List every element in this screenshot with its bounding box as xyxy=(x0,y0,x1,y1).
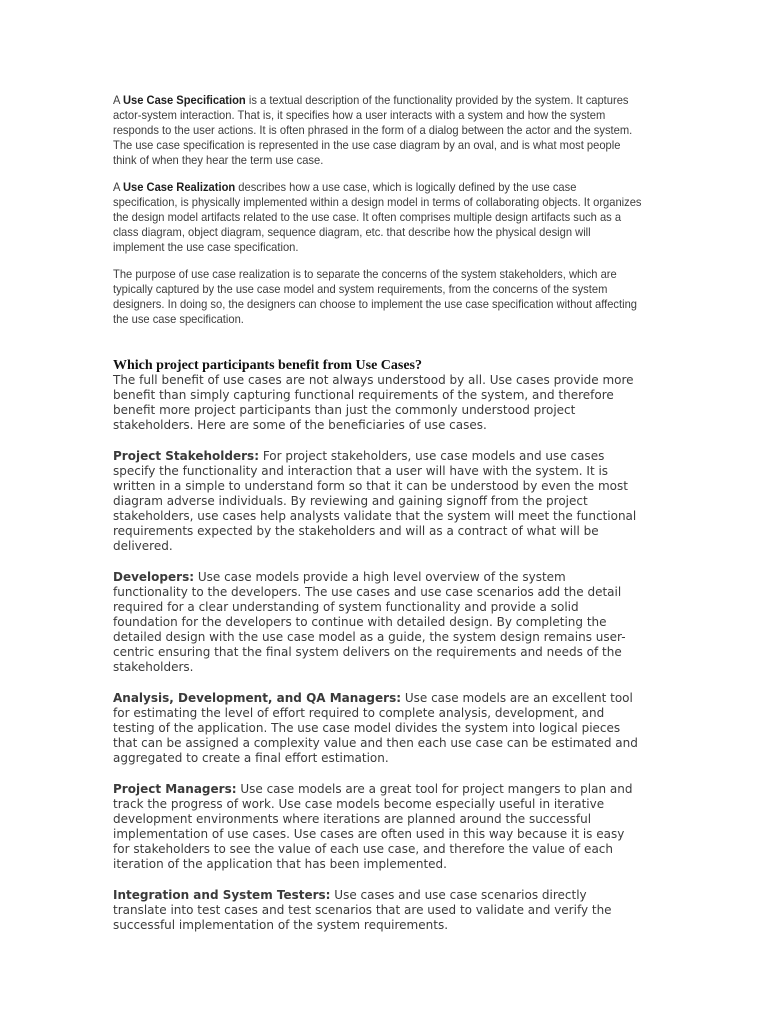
intro-block xyxy=(113,93,643,339)
p1-body: is a textual description of the functionality provided by the system. It captures actor-system interaction. That is, it specifies how a user interacts with a system and how the system responds to the user actions. It is often phrased in the form of a dialog between the actor and the system. The use case specification is represented in the use case diagram by an oval, and is what most people think of when they hear the term use case. xyxy=(113,93,633,167)
beneficiary-developers xyxy=(113,570,643,675)
realization-purpose-paragraph: The purpose of use case realization is to separate the concerns of the system stakeholders, which are typically captured by the use case model and system requirements, from the concerns of the system designers. In doing so, the designers can choose to implement the use case specification without affecting the use case specification. xyxy=(113,267,638,326)
term-use-case-realization: Use Case Realization xyxy=(122,180,236,194)
p2-body: describes how a use case, which is logically defined by the use case specification, is physically implemented within a design model in terms of collaborating objects. It organizes the design model artifacts related to the use case. It often comprises multiple design artifacts such as a class diagram, object diagram, sequence diagram, etc. that describe how the physical design will implement the use case specification. xyxy=(113,180,642,254)
section-intro-paragraph: The full benefit of use cases are not always understood by all. Use cases provide more benefit than simply capturing functional requirements of the system, and therefore benefit more project participants than just the commonly understood project stakeholders. Here are some of the beneficiaries of use cases. xyxy=(113,373,634,432)
beneficiary-project-stakeholders xyxy=(113,449,643,554)
beneficiary-testers xyxy=(113,888,643,933)
beneficiary-label: Developers: xyxy=(113,570,195,584)
beneficiary-text: Use case models are an excellent tool for estimating the level of effort required to complete analysis, development, and testing of the application. The use case model divides the system into logical pieces that can be assigned a complexity value and then each use case can be estimated and aggregated to create a final effort estimation. xyxy=(113,691,638,765)
beneficiary-managers xyxy=(113,691,643,766)
beneficiary-label: Project Stakeholders: xyxy=(113,449,259,463)
beneficiary-text: Use cases and use case scenarios directly translate into test cases and test scenarios that are used to validate and verify the successful implementation of the system requirements. xyxy=(113,888,612,932)
beneficiary-text: Use case models provide a high level overview of the system functionality to the developers. The use cases and use case scenarios add the detail required for a clear understanding of system functionality and provide a solid foundation for the developers to continue with detailed design. By completing the detailed design with the use case model as a guide, the system design remains user-centric ensuring that the final system delivers on the requirements and needs of the stakeholders. xyxy=(113,570,626,674)
section-heading: Which project participants benefit from Use Cases? xyxy=(113,358,423,373)
beneficiary-project-managers xyxy=(113,782,643,872)
beneficiary-text: Use case models are a great tool for project mangers to plan and track the progress of work. Use case models become especially useful in iterative development environments where iterations are planned around the successful implementation of use cases. Use cases are often used in this way because it is easy for stakeholders to see the value of each use case, and therefore the value of each iteration of the application that has been implemented. xyxy=(113,782,633,871)
beneficiary-text: For project stakeholders, use case models and use cases specify the functionality and interaction that a user will have with the system. It is written in a simple to understand form so that it can be understood by even the most diagram adverse individuals. By reviewing and gaining signoff from the project stakeholders, use cases help analysts validate that the system will meet the functional requirements expected by the stakeholders and will as a contract of what will be delivered. xyxy=(113,449,637,553)
beneficiaries-section xyxy=(113,358,643,949)
p2-article: A xyxy=(113,180,123,194)
term-use-case-specification: Use Case Specification xyxy=(122,93,246,107)
beneficiary-label: Analysis, Development, and QA Managers: xyxy=(113,691,402,705)
beneficiary-label: Project Managers: xyxy=(113,782,237,796)
use-case-specification-paragraph xyxy=(113,93,643,168)
beneficiary-label: Integration and System Testers: xyxy=(113,888,331,902)
use-case-realization-paragraph xyxy=(113,180,643,255)
p1-article: A xyxy=(113,93,123,107)
